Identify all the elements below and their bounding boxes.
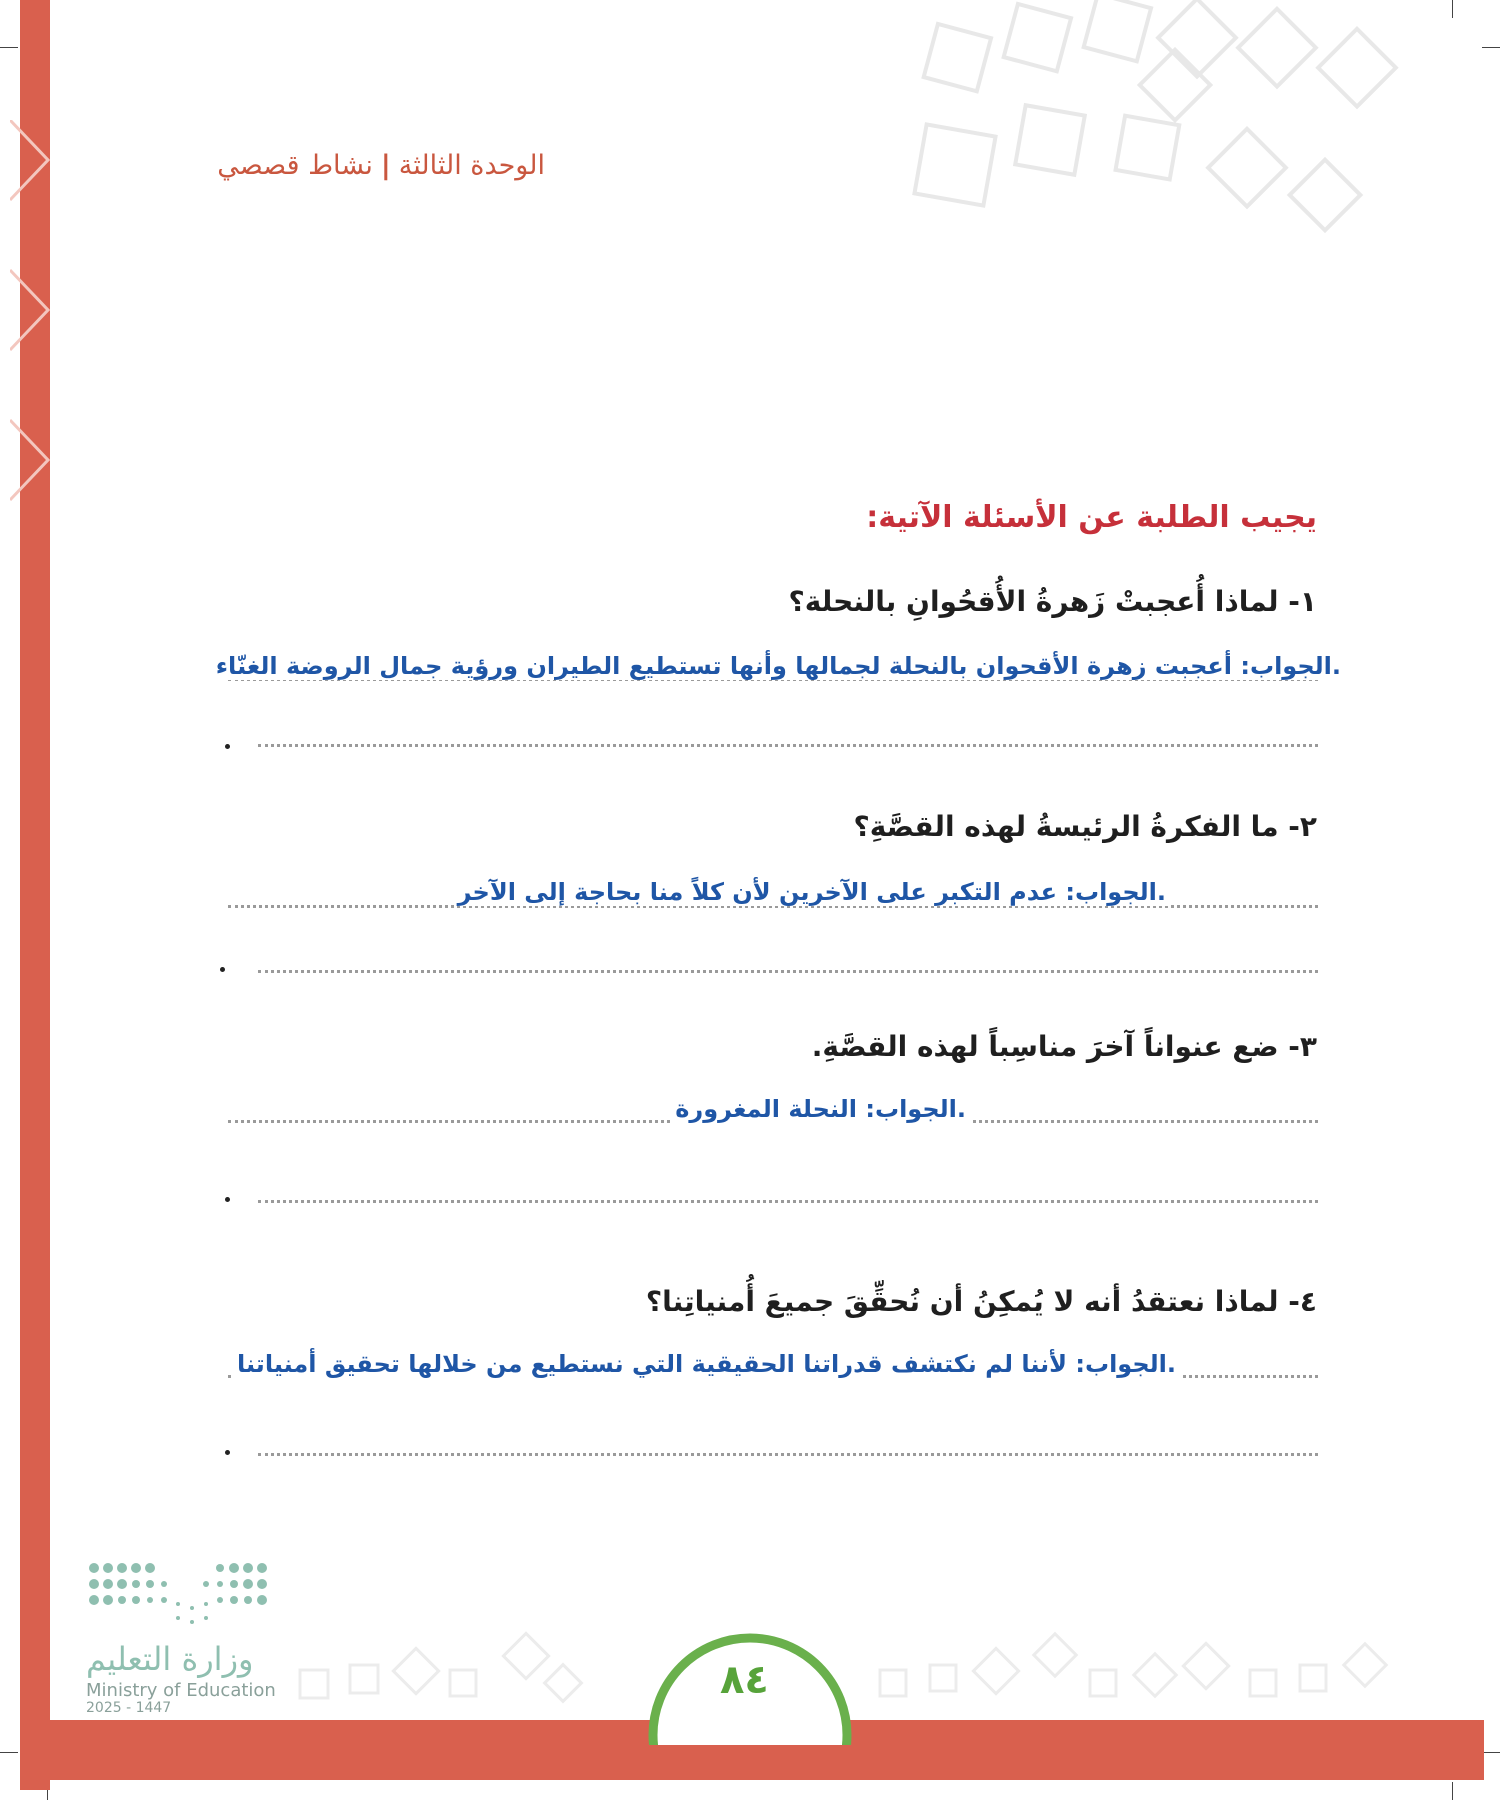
line-bullet [225, 744, 230, 749]
ministry-name-english: Ministry of Education [86, 1680, 276, 1701]
ministry-name-arabic: وزارة التعليم [86, 1640, 254, 1678]
crop-mark [1482, 1752, 1500, 1753]
answer-3: .الجواب: النحلة المغرورة [671, 1095, 970, 1123]
question-2: ٢- ما الفكرةُ الرئيسةُ لهذه القصَّةِ؟ [853, 810, 1317, 843]
answer-1: .الجواب: أعجبت زهرة الأقحوان بالنحلة لجمالها وأنها تستطيع الطيران ورؤية جمال الروضة الغنّاء [212, 652, 1345, 680]
instruction-heading: يجيب الطلبة عن الأسئلة الآتية: [866, 500, 1317, 535]
page-number: ٨٤ [720, 1657, 769, 1703]
question-3: ٣- ضع عنواناً آخرَ مناسِباً لهذه القصَّةِ. [811, 1030, 1317, 1063]
header-separator: | [380, 150, 391, 181]
answer-line [258, 1453, 1318, 1456]
line-bullet [225, 1450, 230, 1455]
answer-4: .الجواب: لأننا لم نكتشف قدراتنا الحقيقية التي نستطيع من خلالها تحقيق أمنياتنا [233, 1350, 1180, 1378]
unit-title: الوحدة الثالثة [398, 150, 545, 181]
page-header [217, 150, 545, 181]
answer-line [258, 744, 1318, 747]
question-4: ٤- لماذا نعتقدُ أنه لا يُمكِنُ أن نُحقِّقَ جميعَ أُمنياتِنا؟ [645, 1285, 1317, 1318]
line-bullet [225, 1197, 230, 1202]
ministry-year: 2025 - 1447 [86, 1700, 172, 1716]
line-bullet [220, 967, 225, 972]
answer-line [258, 970, 1318, 973]
answer-2: .الجواب: عدم التكبر على الآخرين لأن كلاً منا بحاجة إلى الآخر [454, 878, 1170, 906]
answer-line [258, 1200, 1318, 1203]
crop-mark [0, 47, 18, 48]
ministry-logo-dots-icon [86, 1560, 276, 1630]
crop-mark [1452, 1782, 1453, 1800]
diamond-pattern-icon [900, 0, 1460, 280]
question-1: ١- لماذا أُعجبتْ زَهرةُ الأُقحُوانِ بالنحلة؟ [788, 585, 1317, 618]
section-title: نشاط قصصي [217, 150, 373, 181]
crop-mark [1482, 47, 1500, 48]
crop-mark [0, 1752, 18, 1753]
chevron-icon [10, 120, 50, 520]
